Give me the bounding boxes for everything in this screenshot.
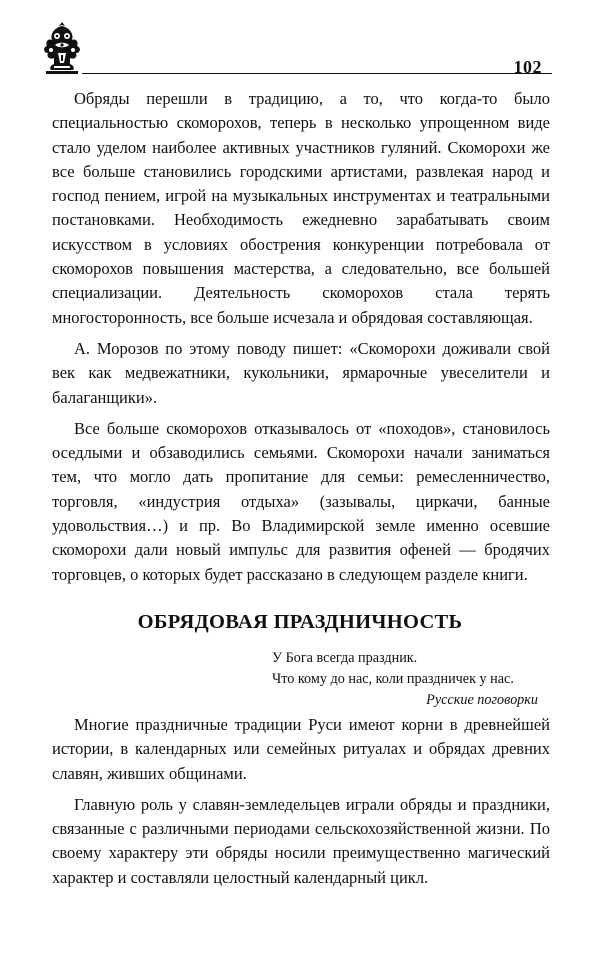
page-header xyxy=(0,0,600,80)
paragraph: А. Морозов по этому поводу пишет: «Скоморохи доживали свой век как медвежатники, кукольники, ярмарочные увеселители и балаганщики». xyxy=(52,338,550,407)
header-rule xyxy=(82,73,552,74)
section-text-lower xyxy=(52,713,550,897)
paragraph: Все больше скоморохов отказывалось от «походов», становилось оседлыми и обзаводились семьями. Скоморохи начали заниматься тем, что могло дать пропитание для семьи: ремесленничество, торговля, «индустрия отдыха» (зазывалы, циркачи, банные удовольствия…) и пр. Во Владимирской земле именно осевшие скоморохи дали новый импульс для развития офеней — бродячих торговцев, о которых будет рассказано в следующем разделе книги. xyxy=(52,418,550,584)
section-text-upper xyxy=(52,87,550,594)
epigraph-line: Что кому до нас, коли праздничек у нас. xyxy=(272,671,514,687)
epigraph-line: У Бога всегда праздник. xyxy=(272,650,418,666)
epigraph xyxy=(272,648,552,711)
paragraph: Многие праздничные традиции Руси имеют корни в древнейшей истории, в календарных или семейных ритуалах и обрядах древних славян, живших общинами. xyxy=(52,715,550,783)
epigraph-source: Русские поговорки xyxy=(426,692,538,708)
paragraph: Главную роль у славян-земледельцев играли обряды и праздники, связанные с различными периодами сельскохозяйственной жизни. По своему характеру эти обряды носили преимущественно магический характер и составляли целостный календарный цикл. xyxy=(52,794,550,887)
ornament-emblem-icon xyxy=(40,20,84,76)
page-number: 102 xyxy=(513,57,542,77)
paragraph: Обряды перешли в традицию, а то, что когда-то было специальностью скоморохов, теперь в несколько упрощенном виде стало уделом наиболее активных участников гуляний. Скоморохи же все больше становились городскими артистами, развлекая народ и господ пением, игрой на музыкальных инструментах и театральными постановками. Необходимость ежедневно зарабатывать своим искусством в условиях обострения конкуренции потребовала от скоморохов повышения мастерства, а следовательно, все большей специализации. Деятельность скоморохов стала терять многосторонность, все больше исчезала и обрядовая составляющая. xyxy=(52,89,550,327)
section-title: ОБРЯДОВАЯ ПРАЗДНИЧНОСТЬ xyxy=(137,611,463,633)
